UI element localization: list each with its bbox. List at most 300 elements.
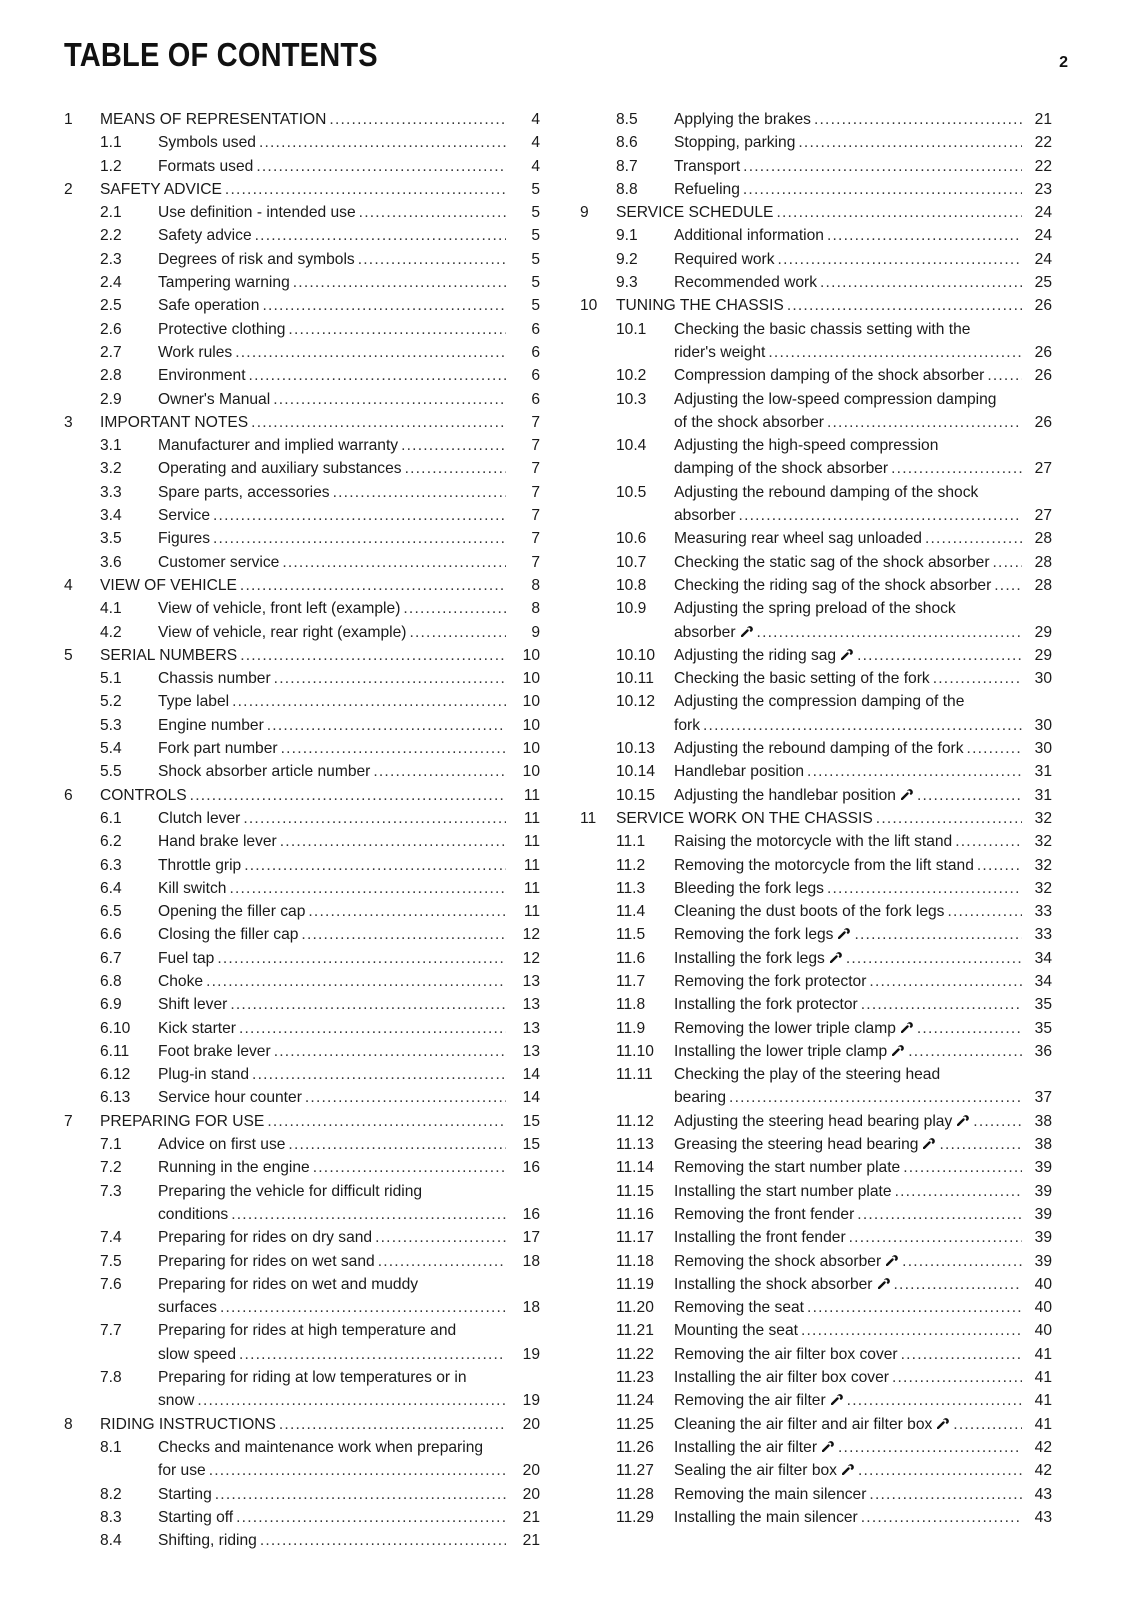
toc-entry-page: 32: [1034, 879, 1052, 897]
toc-entry-page: 11: [523, 833, 540, 851]
leader-dots: [305, 1086, 506, 1109]
toc-entry[interactable]: [64, 1180, 550, 1227]
toc-entry-number: 9.1: [616, 227, 638, 245]
toc-entry-title: Tampering warning: [158, 274, 290, 292]
toc-entry-number: 7.5: [100, 1252, 122, 1270]
toc-entry-title: Foot brake lever: [158, 1042, 271, 1060]
toc-entry-number: 7.1: [100, 1136, 122, 1154]
toc-entry[interactable]: [580, 1040, 1066, 1063]
toc-entry[interactable]: [64, 434, 550, 457]
toc-entry[interactable]: [580, 1110, 1066, 1133]
toc-entry-title: Engine number: [158, 716, 264, 734]
toc-entry-page: 28: [1034, 553, 1052, 571]
toc-entry-page: 41: [1034, 1369, 1052, 1387]
toc-entry-page: 7: [531, 413, 540, 431]
toc-entry-title: conditions: [158, 1205, 229, 1223]
leader-dots: [235, 341, 506, 364]
toc-entry-title: CONTROLS: [100, 786, 187, 804]
toc-entry-number: 8.1: [100, 1438, 122, 1456]
toc-entry-title: Chassis number: [158, 670, 271, 688]
leader-dots: [801, 1319, 1022, 1342]
toc-entry-number: 11.21: [616, 1322, 654, 1340]
leader-dots: [215, 1483, 506, 1506]
toc-entry[interactable]: [580, 1203, 1066, 1226]
leader-dots: [308, 900, 506, 923]
toc-entry-page: 16: [522, 1159, 540, 1177]
toc-entry-title: Adjusting the compression damping of the: [674, 693, 965, 711]
leader-dots: [787, 294, 1022, 317]
toc-entry[interactable]: [580, 900, 1066, 923]
toc-entry[interactable]: [64, 131, 550, 154]
toc-entry[interactable]: [64, 947, 550, 970]
toc-entry[interactable]: [580, 854, 1066, 877]
toc-entry[interactable]: [580, 690, 1066, 737]
toc-column-left: [64, 108, 550, 1552]
toc-entry[interactable]: [580, 318, 1066, 365]
toc-entry-title: SERIAL NUMBERS: [100, 646, 238, 664]
toc-entry-number: 10.11: [616, 670, 654, 688]
leader-dots: [240, 644, 506, 667]
toc-entry[interactable]: [64, 341, 550, 364]
toc-entry[interactable]: [580, 1436, 1066, 1459]
toc-entry[interactable]: [64, 760, 550, 783]
toc-entry-title: Advice on first use: [158, 1136, 286, 1154]
toc-entry-number: 6.6: [100, 926, 122, 944]
toc-entry[interactable]: [64, 1226, 550, 1249]
toc-entry-number: 10.13: [616, 740, 656, 758]
toc-entry-number: 5.1: [100, 670, 122, 688]
toc-entry-number: 10.15: [616, 786, 656, 804]
toc-entry-title: Customer service: [158, 553, 280, 571]
toc-entry[interactable]: [580, 993, 1066, 1016]
toc-entry-page: 34: [1034, 949, 1052, 967]
toc-entry-title: Spare parts, accessories: [158, 483, 330, 501]
toc-entry-title: fork: [674, 716, 700, 734]
toc-entry[interactable]: [580, 760, 1066, 783]
leader-dots: [846, 947, 1022, 970]
toc-entry-title: for use: [158, 1462, 206, 1480]
toc-entry-page: 32: [1034, 856, 1052, 874]
toc-entry[interactable]: [64, 1110, 550, 1133]
toc-entry-number: 11.5: [616, 926, 646, 944]
toc-entry-number: 9: [580, 204, 589, 222]
wrench-icon: [842, 1459, 855, 1482]
toc-entry[interactable]: [580, 224, 1066, 247]
toc-entry-title: Degrees of risk and symbols: [158, 250, 355, 268]
toc-entry-number: 6.10: [100, 1019, 131, 1037]
toc-entry[interactable]: [580, 1413, 1066, 1436]
leader-dots: [239, 1017, 506, 1040]
leader-dots: [901, 1343, 1022, 1366]
toc-entry-title: Removing the shock absorber: [674, 1252, 882, 1270]
toc-entry-title: Cleaning the air filter and air filter box: [674, 1415, 933, 1433]
leader-dots: [209, 1459, 506, 1482]
toc-entry[interactable]: [64, 1017, 550, 1040]
toc-entry-number: 6.9: [100, 996, 122, 1014]
toc-entry[interactable]: [64, 644, 550, 667]
toc-entry-title: Preparing for riding at low temperatures or in: [158, 1369, 467, 1387]
leader-dots: [814, 108, 1022, 131]
toc-entry-number: 7.6: [100, 1275, 122, 1293]
toc-entry[interactable]: [580, 1319, 1066, 1342]
toc-entry-page: 35: [1034, 996, 1052, 1014]
toc-entry[interactable]: [580, 1459, 1066, 1482]
toc-entry[interactable]: [64, 1506, 550, 1529]
leader-dots: [313, 1156, 506, 1179]
toc-entry-title: View of vehicle, rear right (example): [158, 623, 407, 641]
wrench-icon: [838, 923, 851, 946]
toc-entry-number: 3.6: [100, 553, 122, 571]
toc-entry-number: 6.5: [100, 903, 122, 921]
toc-entry[interactable]: [580, 1366, 1066, 1389]
toc-entry[interactable]: [64, 1133, 550, 1156]
toc-entry[interactable]: [64, 621, 550, 644]
toc-entry[interactable]: [64, 411, 550, 434]
toc-entry-title: Running in the engine: [158, 1159, 310, 1177]
toc-entry[interactable]: [64, 388, 550, 411]
toc-entry-page: 20: [522, 1415, 540, 1433]
toc-entry[interactable]: [64, 1273, 550, 1320]
leader-dots: [358, 248, 506, 271]
toc-entry-page: 40: [1034, 1322, 1052, 1340]
toc-entry-number: 2.2: [100, 227, 122, 245]
toc-entry[interactable]: [580, 1133, 1066, 1156]
leader-dots: [903, 1156, 1022, 1179]
toc-entry[interactable]: [580, 1343, 1066, 1366]
leader-dots: [217, 947, 506, 970]
toc-entry-page: 41: [1034, 1392, 1052, 1410]
toc-entry[interactable]: [64, 900, 550, 923]
leader-dots: [993, 551, 1022, 574]
toc-entry[interactable]: [64, 1250, 550, 1273]
toc-entry-title: surfaces: [158, 1299, 217, 1317]
leader-dots: [876, 807, 1022, 830]
toc-entry[interactable]: [64, 248, 550, 271]
toc-entry-page: 10: [522, 740, 540, 758]
toc-entry-title: Kill switch: [158, 879, 227, 897]
toc-entry[interactable]: [580, 1226, 1066, 1249]
toc-entry-number: 6.13: [100, 1089, 131, 1107]
toc-entry-page: 7: [531, 507, 540, 525]
toc-entry-number: 8: [64, 1415, 73, 1433]
toc-entry-title: rider's weight: [674, 343, 766, 361]
leader-dots: [917, 1017, 1022, 1040]
leader-dots: [891, 457, 1022, 480]
wrench-icon: [886, 1250, 899, 1273]
toc-entry[interactable]: [64, 923, 550, 946]
toc-entry[interactable]: [580, 434, 1066, 481]
leader-dots: [987, 364, 1022, 387]
toc-entry-page: 27: [1034, 507, 1052, 525]
toc-entry-number: 10.4: [616, 437, 647, 455]
toc-entry-title: Operating and auxiliary substances: [158, 460, 402, 478]
leader-dots: [869, 970, 1022, 993]
toc-entry-title: Preparing for rides on wet and muddy: [158, 1275, 419, 1293]
toc-entry-page: 30: [1034, 670, 1052, 688]
toc-entry[interactable]: [64, 970, 550, 993]
leader-dots: [857, 1203, 1022, 1226]
toc-entry[interactable]: [64, 551, 550, 574]
toc-entry[interactable]: [580, 830, 1066, 853]
toc-entry[interactable]: [580, 1156, 1066, 1179]
toc-entry-page: 11: [523, 879, 540, 897]
toc-entry[interactable]: [580, 364, 1066, 387]
toc-entry[interactable]: [64, 737, 550, 760]
toc-entry[interactable]: [64, 714, 550, 737]
toc-entry-number: 5.2: [100, 693, 122, 711]
toc-entry-number: 6.8: [100, 972, 122, 990]
leader-dots: [301, 923, 506, 946]
toc-entry-page: 10: [522, 646, 540, 664]
toc-entry[interactable]: [64, 877, 550, 900]
toc-entry[interactable]: [580, 970, 1066, 993]
toc-entry-number: 6.4: [100, 879, 122, 897]
toc-entry-page: 41: [1034, 1345, 1052, 1363]
toc-entry-title: Manufacturer and implied warranty: [158, 437, 399, 455]
leader-dots: [213, 504, 506, 527]
toc-entry[interactable]: [64, 527, 550, 550]
toc-entry-page: 10: [522, 763, 540, 781]
toc-entry-page: 37: [1034, 1089, 1052, 1107]
toc-entry-title: Throttle grip: [158, 856, 242, 874]
leader-dots: [190, 784, 506, 807]
toc-entry[interactable]: [64, 667, 550, 690]
toc-entry-page: 31: [1034, 763, 1052, 781]
toc-entry[interactable]: [580, 1250, 1066, 1273]
toc-entry[interactable]: [580, 1273, 1066, 1296]
toc-entry[interactable]: [64, 690, 550, 713]
leader-dots: [849, 1226, 1022, 1249]
toc-entry[interactable]: [580, 1506, 1066, 1529]
toc-entry[interactable]: [580, 1296, 1066, 1319]
toc-entry[interactable]: [64, 1063, 550, 1086]
toc-entry-number: 4.1: [100, 600, 122, 618]
toc-entry[interactable]: [580, 923, 1066, 946]
toc-entry-page: 39: [1034, 1205, 1052, 1223]
toc-entry[interactable]: [580, 108, 1066, 131]
leader-dots: [743, 155, 1022, 178]
toc-entry-page: 5: [531, 250, 540, 268]
toc-entry-title: VIEW OF VEHICLE: [100, 576, 237, 594]
toc-entry[interactable]: [64, 271, 550, 294]
leader-dots: [206, 970, 506, 993]
wrench-icon: [937, 1413, 950, 1436]
toc-entry-title: Work rules: [158, 343, 233, 361]
toc-entry[interactable]: [64, 481, 550, 504]
toc-entry-title: Use definition - intended use: [158, 204, 356, 222]
leader-dots: [403, 597, 506, 620]
toc-entry-number: 10.10: [616, 646, 656, 664]
toc-entry-number: 10.8: [616, 576, 647, 594]
toc-entry[interactable]: [64, 108, 550, 131]
leader-dots: [259, 131, 506, 154]
toc-entry[interactable]: [64, 1156, 550, 1179]
toc-entry-page: 18: [522, 1299, 540, 1317]
toc-entry[interactable]: [580, 271, 1066, 294]
toc-entry[interactable]: [64, 1319, 550, 1366]
toc-entry-number: 10.7: [616, 553, 647, 571]
toc-entry[interactable]: [580, 1180, 1066, 1203]
leader-dots: [281, 737, 506, 760]
leader-dots: [820, 271, 1022, 294]
toc-entry-title: Additional information: [674, 227, 824, 245]
leader-dots: [778, 248, 1022, 271]
leader-dots: [933, 667, 1022, 690]
toc-entry[interactable]: [64, 201, 550, 224]
leader-dots: [401, 434, 506, 457]
toc-entry-number: 8.6: [616, 134, 638, 152]
toc-entry-number: 2.9: [100, 390, 122, 408]
toc-entry-title: Formats used: [158, 157, 254, 175]
toc-entry[interactable]: [64, 1483, 550, 1506]
toc-entry[interactable]: [64, 574, 550, 597]
toc-entry[interactable]: [64, 597, 550, 620]
toc-entry-title: SAFETY ADVICE: [100, 180, 222, 198]
toc-entry-title: Symbols used: [158, 134, 256, 152]
toc-entry[interactable]: [580, 201, 1066, 224]
toc-entry[interactable]: [64, 784, 550, 807]
toc-entry-title: slow speed: [158, 1345, 237, 1363]
toc-entry-number: 2.5: [100, 297, 122, 315]
wrench-icon: [831, 1389, 844, 1412]
toc-entry-page: 11: [523, 809, 540, 827]
toc-entry[interactable]: [64, 1413, 550, 1436]
toc-entry[interactable]: [64, 457, 550, 480]
leader-dots: [255, 224, 506, 247]
leader-dots: [977, 854, 1022, 877]
toc-entry[interactable]: [64, 993, 550, 1016]
toc-entry[interactable]: [64, 155, 550, 178]
toc-entry[interactable]: [580, 1389, 1066, 1412]
leader-dots: [282, 551, 506, 574]
toc-entry-title: Preparing for rides on wet sand: [158, 1252, 375, 1270]
toc-entry-title: Fork part number: [158, 740, 278, 758]
leader-dots: [280, 830, 506, 853]
toc-entry[interactable]: [580, 807, 1066, 830]
toc-entry-title: of the shock absorber: [674, 413, 824, 431]
toc-entry[interactable]: [64, 178, 550, 201]
toc-entry[interactable]: [580, 947, 1066, 970]
toc-entry-page: 33: [1034, 903, 1052, 921]
toc-entry-number: 2.3: [100, 250, 122, 268]
toc-entry[interactable]: [580, 644, 1066, 667]
toc-entry-title: PREPARING FOR USE: [100, 1112, 265, 1130]
toc-entry[interactable]: [580, 388, 1066, 435]
toc-entry-title: Opening the filler cap: [158, 903, 306, 921]
toc-entry[interactable]: [580, 877, 1066, 900]
toc-entry-number: 11.17: [616, 1229, 654, 1247]
toc-entry[interactable]: [64, 1366, 550, 1413]
toc-entry[interactable]: [580, 737, 1066, 760]
toc-entry[interactable]: [580, 574, 1066, 597]
toc-entry-page: 22: [1034, 157, 1052, 175]
leader-dots: [703, 714, 1022, 737]
toc-entry[interactable]: [580, 178, 1066, 201]
toc-entry[interactable]: [64, 1436, 550, 1483]
toc-entry[interactable]: [580, 551, 1066, 574]
toc-entry[interactable]: [580, 1017, 1066, 1040]
leader-dots: [243, 807, 506, 830]
toc-entry-number: 11.26: [616, 1438, 654, 1456]
toc-entry[interactable]: [64, 854, 550, 877]
toc-entry[interactable]: [64, 1040, 550, 1063]
toc-entry-title: Applying the brakes: [674, 111, 811, 128]
toc-entry-title: Removing the air filter box cover: [674, 1345, 898, 1363]
toc-entry[interactable]: [64, 318, 550, 341]
leader-dots: [827, 224, 1022, 247]
toc-entry[interactable]: [580, 1483, 1066, 1506]
toc-entry[interactable]: [64, 807, 550, 830]
toc-entry[interactable]: [580, 131, 1066, 154]
toc-entry-number: 10.9: [616, 600, 647, 618]
leader-dots: [861, 993, 1022, 1016]
toc-entry[interactable]: [580, 155, 1066, 178]
toc-entry[interactable]: [580, 481, 1066, 528]
toc-entry[interactable]: [64, 364, 550, 387]
toc-entry-page: 29: [1034, 646, 1052, 664]
toc-entry[interactable]: [64, 224, 550, 247]
toc-entry[interactable]: [64, 1529, 550, 1552]
toc-entry-title: Sealing the air filter box: [674, 1462, 837, 1480]
toc-entry[interactable]: [580, 784, 1066, 807]
toc-entry-number: 11.9: [616, 1019, 646, 1037]
toc-entry-number: 11.19: [616, 1275, 654, 1293]
toc-entry-number: 3.1: [100, 437, 122, 455]
toc-entry-number: 10.3: [616, 390, 647, 408]
leader-dots: [953, 1413, 1022, 1436]
toc-entry-page: 12: [522, 949, 540, 967]
toc-entry-title: Installing the main silencer: [674, 1508, 858, 1526]
toc-entry[interactable]: [64, 294, 550, 317]
toc-entry-title: RIDING INSTRUCTIONS: [100, 1415, 276, 1433]
toc-entry-title: Type label: [158, 693, 230, 711]
toc-entry[interactable]: [64, 830, 550, 853]
toc-entry-title: Adjusting the rebound damping of the fork: [674, 740, 964, 758]
toc-entry-number: 9.2: [616, 250, 638, 268]
wrench-icon: [923, 1133, 936, 1156]
toc-entry[interactable]: [64, 1086, 550, 1109]
leader-dots: [213, 527, 506, 550]
toc-entry-number: 11.22: [616, 1345, 654, 1363]
toc-entry-title: Environment: [158, 367, 246, 385]
toc-entry-page: 6: [531, 367, 540, 385]
leader-dots: [378, 1250, 506, 1273]
toc-entry-title: Installing the air filter box cover: [674, 1369, 889, 1387]
leader-dots: [256, 155, 506, 178]
toc-entry[interactable]: [64, 504, 550, 527]
toc-entry-title: Checking the basic chassis setting with the: [674, 320, 971, 338]
toc-entry-page: 13: [522, 972, 540, 990]
toc-entry-number: 11: [580, 809, 597, 827]
toc-entry-page: 12: [522, 926, 540, 944]
toc-entry[interactable]: [580, 597, 1066, 644]
toc-entry-number: 10.6: [616, 530, 647, 548]
toc-entry-number: 9.3: [616, 274, 638, 292]
page-title: TABLE OF CONTENTS: [64, 36, 378, 73]
toc-entry-page: 30: [1034, 716, 1052, 734]
leader-dots: [229, 877, 506, 900]
toc-entry[interactable]: [580, 248, 1066, 271]
toc-entry[interactable]: [580, 294, 1066, 317]
toc-entry[interactable]: [580, 667, 1066, 690]
toc-entry-number: 7.4: [100, 1229, 122, 1247]
toc-entry-number: 6.2: [100, 833, 122, 851]
toc-entry[interactable]: [580, 527, 1066, 550]
toc-entry[interactable]: [580, 1063, 1066, 1110]
toc-entry-page: 36: [1034, 1042, 1052, 1060]
toc-entry-page: 5: [531, 297, 540, 315]
toc-entry-page: 7: [531, 437, 540, 455]
